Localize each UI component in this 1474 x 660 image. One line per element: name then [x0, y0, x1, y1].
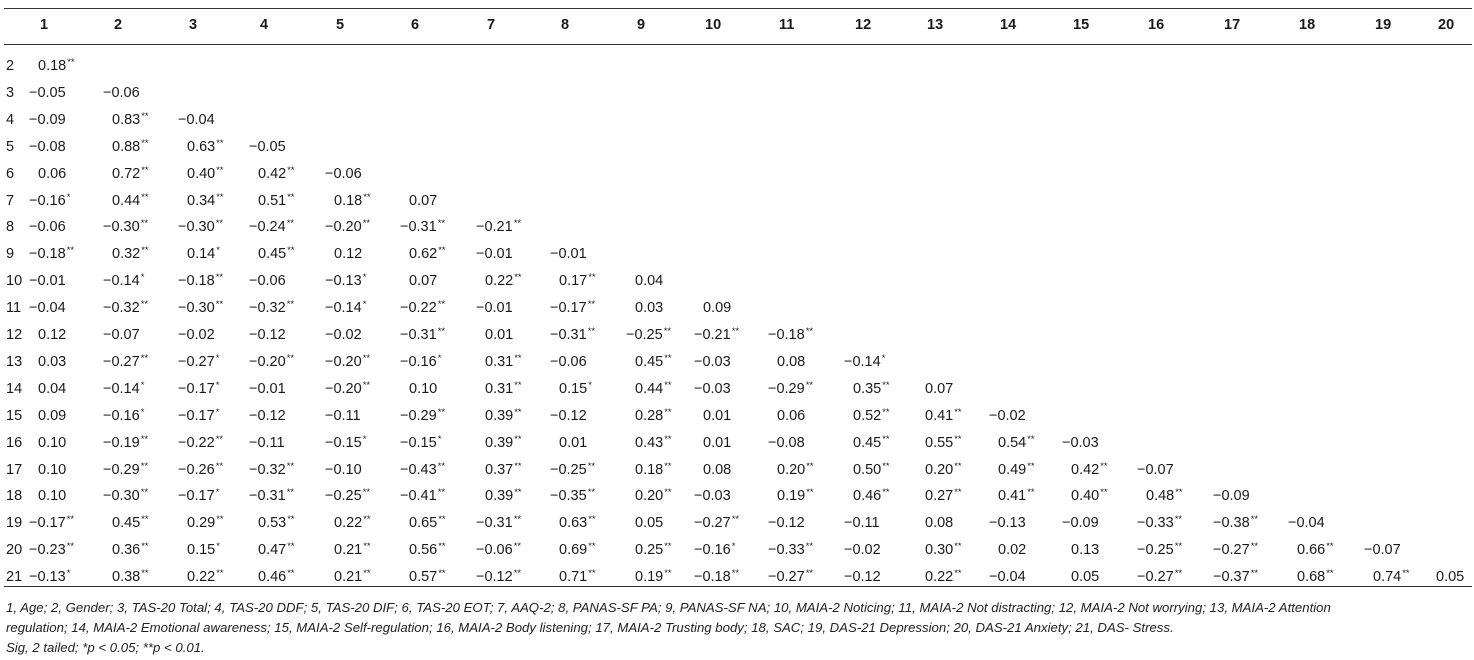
- table-cell: 0.05: [1071, 569, 1100, 586]
- table-cell: −0.12: [844, 569, 881, 586]
- table-cell: −0.14*: [103, 272, 145, 290]
- table-cell: −0.20**: [325, 218, 371, 236]
- table-cell: 0.21**: [334, 541, 371, 559]
- table-cell: −0.32**: [249, 299, 295, 317]
- table-cell: −0.30**: [103, 487, 149, 505]
- table-cell: 0.05: [1436, 569, 1465, 586]
- column-header: 17: [1224, 17, 1241, 33]
- table-cell: 0.10: [38, 434, 67, 451]
- table-cell: 0.09: [38, 407, 67, 424]
- row-label: 18: [6, 488, 23, 505]
- column-header: 8: [561, 17, 570, 33]
- row-label: 5: [6, 138, 15, 155]
- table-cell: −0.35**: [550, 487, 596, 505]
- table-cell: −0.12**: [476, 568, 522, 586]
- table-cell: 0.46**: [258, 568, 295, 586]
- table-cell: −0.25**: [1137, 541, 1183, 559]
- table-cell: 0.51**: [258, 191, 295, 209]
- significance-note: Sig, 2 tailed; *p < 0.05; **p < 0.01.: [6, 640, 205, 655]
- column-header: 6: [411, 17, 420, 33]
- table-cell: 0.05: [635, 515, 664, 532]
- table-cell: 0.63**: [559, 514, 596, 532]
- table-cell: 0.57**: [409, 568, 446, 586]
- table-cell: 0.37**: [485, 460, 522, 478]
- table-cell: 0.48**: [1146, 487, 1183, 505]
- table-cell: 0.69**: [559, 541, 596, 559]
- table-cell: −0.01: [476, 300, 513, 317]
- table-cell: −0.04: [178, 111, 215, 128]
- table-cell: −0.01: [476, 246, 513, 263]
- row-label: 19: [6, 515, 23, 532]
- table-cell: −0.17**: [550, 299, 596, 317]
- column-header: 19: [1375, 17, 1392, 33]
- table-cell: 0.07: [409, 192, 438, 209]
- table-cell: 0.19**: [635, 568, 672, 586]
- table-cell: 0.18**: [635, 460, 672, 478]
- column-header: 3: [189, 17, 198, 33]
- table-cell: 0.47**: [258, 541, 295, 559]
- table-cell: 0.01: [485, 327, 514, 343]
- table-cell: 0.22**: [187, 568, 224, 586]
- table-cell: 0.42**: [258, 164, 295, 182]
- table-cell: 0.88**: [112, 137, 149, 155]
- row-label: 8: [6, 219, 15, 236]
- column-header: 9: [637, 17, 646, 33]
- table-cell: −0.31**: [400, 218, 446, 236]
- table-cell: −0.17*: [178, 379, 220, 397]
- table-cell: 0.03: [38, 353, 67, 370]
- table-cell: −0.38**: [1213, 514, 1259, 532]
- table-cell: −0.16*: [694, 541, 736, 559]
- table-cell: 0.08: [703, 461, 732, 478]
- table-cell: 0.72**: [112, 164, 149, 182]
- table-cell: −0.17**: [29, 514, 75, 532]
- table-cell: 0.53**: [258, 514, 295, 532]
- row-label: 6: [6, 165, 15, 182]
- table-cell: −0.16*: [29, 191, 71, 209]
- table-cell: −0.07: [1137, 461, 1174, 478]
- table-cell: −0.31**: [550, 326, 596, 343]
- table-cell: −0.27**: [1137, 568, 1183, 586]
- table-cell: −0.24**: [249, 218, 295, 236]
- table-cell: 0.56**: [409, 541, 446, 559]
- table-cell: −0.02: [989, 407, 1026, 424]
- table-cell: 0.42**: [1071, 460, 1108, 478]
- table-cell: 0.45**: [258, 245, 295, 263]
- bottom-rule: [4, 586, 1472, 587]
- column-header: 18: [1299, 17, 1316, 33]
- table-cell: −0.16*: [103, 406, 145, 424]
- table-cell: −0.19**: [103, 433, 149, 451]
- table-cell: −0.08: [29, 138, 66, 155]
- table-cell: 0.12: [38, 327, 67, 343]
- table-cell: −0.22**: [178, 433, 224, 451]
- table-cell: 0.01: [559, 434, 588, 451]
- table-cell: 0.63**: [187, 137, 224, 155]
- table-cell: 0.21**: [334, 568, 371, 586]
- column-header: 10: [705, 17, 722, 33]
- table-cell: −0.27**: [694, 514, 740, 532]
- table-cell: −0.09: [1062, 515, 1099, 532]
- table-cell: −0.11: [325, 407, 361, 424]
- table-cell: −0.06: [325, 165, 362, 182]
- table-cell: 0.02: [998, 542, 1027, 559]
- column-header: 14: [1000, 17, 1017, 33]
- table-cell: −0.30**: [178, 218, 224, 236]
- table-cell: −0.27**: [1213, 541, 1259, 559]
- table-cell: 0.22**: [334, 514, 371, 532]
- table-cell: −0.27**: [768, 568, 814, 586]
- table-cell: −0.30**: [178, 299, 224, 317]
- table-cell: −0.37**: [1213, 568, 1259, 586]
- table-cell: 0.15*: [187, 541, 220, 559]
- table-cell: −0.10: [325, 461, 362, 478]
- table-cell: −0.29**: [768, 379, 814, 397]
- table-cell: −0.03: [694, 353, 731, 370]
- table-cell: −0.27**: [103, 352, 149, 370]
- column-header: 4: [260, 17, 269, 33]
- table-cell: 0.17**: [559, 272, 596, 290]
- table-cell: 0.54**: [998, 433, 1035, 451]
- row-label: 4: [6, 111, 15, 128]
- table-cell: −0.14*: [103, 379, 145, 397]
- row-label: 14: [6, 380, 23, 397]
- table-cell: −0.25**: [626, 326, 672, 343]
- table-cell: 0.09: [703, 300, 732, 317]
- table-cell: −0.17*: [178, 487, 220, 505]
- row-label: 11: [6, 300, 22, 317]
- table-cell: −0.12: [249, 407, 286, 424]
- table-cell: −0.04: [1288, 515, 1325, 532]
- table-cell: −0.21**: [694, 326, 740, 343]
- table-cell: 0.40**: [187, 164, 224, 182]
- table-cell: 0.08: [925, 515, 954, 532]
- table-cell: −0.09: [1213, 488, 1250, 505]
- table-cell: 0.32**: [112, 245, 149, 263]
- table-cell: 0.38**: [112, 568, 149, 586]
- table-cell: −0.02: [844, 542, 881, 559]
- row-label: 20: [6, 542, 23, 559]
- table-cell: −0.31**: [249, 487, 295, 505]
- table-cell: −0.33**: [1137, 514, 1183, 532]
- table-cell: −0.21**: [476, 218, 522, 236]
- table-cell: −0.06: [103, 84, 140, 101]
- table-cell: −0.15*: [400, 433, 442, 451]
- table-cell: 0.39**: [485, 433, 522, 451]
- table-footnotes: [6, 598, 1466, 658]
- top-rule: [4, 8, 1472, 9]
- table-cell: 0.34**: [187, 191, 224, 209]
- table-cell: −0.18**: [178, 272, 224, 290]
- table-cell: −0.03: [694, 488, 731, 505]
- column-header: 13: [927, 17, 944, 33]
- table-cell: −0.06: [29, 219, 66, 236]
- table-cell: 0.08: [777, 353, 806, 370]
- table-cell: −0.29**: [103, 460, 149, 478]
- table-cell: 0.12: [334, 246, 363, 263]
- table-cell: 0.65**: [409, 514, 446, 532]
- table-cell: −0.13*: [29, 568, 71, 586]
- table-cell: 0.49**: [998, 460, 1035, 478]
- row-label: 13: [6, 353, 23, 370]
- table-cell: −0.02: [325, 327, 362, 343]
- table-cell: −0.07: [1364, 542, 1401, 559]
- column-header: 7: [487, 17, 496, 33]
- row-label: 21: [6, 569, 23, 586]
- table-cell: 0.25**: [635, 541, 672, 559]
- table-cell: 0.71**: [559, 568, 596, 586]
- table-cell: −0.04: [989, 569, 1026, 586]
- table-cell: 0.44**: [112, 191, 149, 209]
- column-header: 16: [1148, 17, 1165, 33]
- table-cell: 0.39**: [485, 406, 522, 424]
- table-cell: 0.45**: [635, 352, 672, 370]
- table-cell: 0.01: [703, 407, 732, 424]
- table-cell: 0.06: [777, 407, 806, 424]
- table-cell: −0.32**: [249, 460, 295, 478]
- table-cell: −0.18**: [694, 568, 740, 586]
- table-cell: 0.22**: [925, 568, 962, 586]
- table-cell: −0.15*: [325, 433, 367, 451]
- table-cell: 0.01: [703, 434, 732, 451]
- table-cell: 0.10: [38, 488, 67, 505]
- table-cell: 0.31**: [485, 352, 522, 370]
- table-cell: −0.17*: [178, 406, 220, 424]
- table-cell: 0.41**: [998, 487, 1035, 505]
- row-label: 7: [6, 192, 15, 209]
- table-cell: −0.11: [249, 434, 285, 451]
- table-cell: 0.15*: [559, 379, 592, 397]
- column-header: 11: [779, 17, 795, 33]
- table-cell: 0.29**: [187, 514, 224, 532]
- table-cell: −0.31**: [476, 514, 522, 532]
- table-cell: 0.03: [635, 300, 664, 317]
- table-cell: −0.02: [178, 327, 215, 343]
- table-cell: 0.35**: [853, 379, 890, 397]
- table-cell: 0.19**: [777, 487, 814, 505]
- row-label: 17: [6, 461, 23, 478]
- table-cell: −0.05: [29, 84, 66, 101]
- table-cell: 0.07: [925, 380, 954, 397]
- table-cell: −0.01: [249, 380, 286, 397]
- variable-legend-line-2: regulation; 14, MAIA-2 Emotional awareness; 15, MAIA-2 Self-regulation; 16, MAIA-2 Body listening; 17, MAIA-2 Trusting body; 18, SAC; 19, DAS-21 Depression; 20, DAS-21 Anxiety; 21, DAS- Stress.: [6, 620, 1174, 635]
- table-cell: 0.45**: [853, 433, 890, 451]
- table-cell: −0.14*: [325, 299, 367, 317]
- table-cell: 0.36**: [112, 541, 149, 559]
- table-cell: 0.06: [38, 165, 67, 182]
- table-cell: 0.30**: [925, 541, 962, 559]
- table-cell: −0.06: [550, 353, 587, 370]
- table-cell: −0.14*: [844, 352, 886, 370]
- row-label: 9: [6, 246, 15, 263]
- column-header: 5: [336, 17, 345, 33]
- table-cell: −0.07: [103, 327, 140, 343]
- table-cell: 0.44**: [635, 379, 672, 397]
- table-cell: −0.12: [249, 327, 286, 343]
- table-cell: −0.03: [1062, 434, 1099, 451]
- table-cell: −0.31**: [400, 326, 446, 343]
- table-cell: −0.03: [694, 380, 731, 397]
- table-cell: −0.29**: [400, 406, 446, 424]
- table-cell: 0.31**: [485, 379, 522, 397]
- table-cell: 0.04: [635, 273, 664, 290]
- header-rule: [4, 44, 1472, 45]
- table-cell: −0.05: [249, 138, 286, 155]
- table-cell: −0.06: [249, 273, 286, 290]
- table-cell: 0.39**: [485, 487, 522, 505]
- table-cell: 0.13: [1071, 542, 1100, 559]
- table-cell: 0.74**: [1373, 568, 1410, 586]
- row-label: 2: [6, 58, 15, 74]
- table-cell: 0.10: [409, 380, 438, 397]
- column-header: 1: [40, 17, 49, 33]
- column-header: 2: [114, 17, 123, 33]
- table-cell: −0.41**: [400, 487, 446, 505]
- table-cell: 0.20**: [925, 460, 962, 478]
- table-cell: −0.12: [550, 407, 587, 424]
- table-cell: 0.27**: [925, 487, 962, 505]
- table-cell: −0.25**: [325, 487, 371, 505]
- table-cell: −0.18**: [29, 245, 75, 263]
- column-header: 15: [1073, 17, 1090, 33]
- table-cell: 0.20**: [635, 487, 672, 505]
- table-cell: 0.46**: [853, 487, 890, 505]
- table-cell: −0.06**: [476, 541, 522, 559]
- table-cell: 0.43**: [635, 433, 672, 451]
- row-label: 15: [6, 407, 23, 424]
- table-cell: −0.12: [768, 515, 805, 532]
- table-cell: −0.16*: [400, 352, 442, 370]
- table-cell: −0.01: [550, 246, 587, 263]
- table-cell: 0.68**: [1297, 568, 1334, 586]
- table-cell: 0.10: [38, 461, 67, 478]
- table-cell: −0.11: [844, 515, 880, 532]
- table-cell: −0.20**: [325, 379, 371, 397]
- table-cell: −0.13: [989, 515, 1026, 532]
- column-header: 12: [855, 17, 872, 33]
- table-cell: −0.13*: [325, 272, 367, 290]
- table-cell: −0.25**: [550, 460, 596, 478]
- table-cell: −0.32**: [103, 299, 149, 317]
- table-cell: 0.07: [409, 273, 438, 290]
- table-cell: −0.27*: [178, 352, 220, 370]
- table-cell: −0.30**: [103, 218, 149, 236]
- table-cell: 0.62**: [409, 245, 446, 263]
- table-cell: −0.22**: [400, 299, 446, 317]
- table-cell: 0.50**: [853, 460, 890, 478]
- row-label: 16: [6, 434, 23, 451]
- table-cell: 0.18**: [334, 191, 371, 209]
- table-cell: −0.18**: [768, 326, 814, 343]
- table-cell: −0.33**: [768, 541, 814, 559]
- column-header: 20: [1438, 17, 1455, 33]
- table-cell: 0.55**: [925, 433, 962, 451]
- table-cell: −0.43**: [400, 460, 446, 478]
- table-cell: 0.83**: [112, 110, 149, 128]
- row-label: 12: [6, 327, 23, 343]
- table-cell: 0.52**: [853, 406, 890, 424]
- table-cell: 0.22**: [485, 272, 522, 290]
- table-cell: −0.20**: [325, 352, 371, 370]
- row-label: 10: [6, 273, 23, 290]
- table-cell: −0.09: [29, 111, 66, 128]
- variable-legend-line-1: 1, Age; 2, Gender; 3, TAS-20 Total; 4, TAS-20 DDF; 5, TAS-20 DIF; 6, TAS-20 EOT; 7, AAQ-2; 8, PANAS-SF PA; 9, PANAS-SF NA; 10, MAIA-2 Noticing; 11, MAIA-2 Not distracting; 12, MAIA-2 Not worrying; 13, MAIA-2 Attention: [6, 600, 1331, 615]
- table-cell: 0.40**: [1071, 487, 1108, 505]
- table-cell: −0.20**: [249, 352, 295, 370]
- table-cell: 0.20**: [777, 460, 814, 478]
- table-cell: −0.04: [29, 300, 66, 317]
- table-cell: 0.04: [38, 380, 67, 397]
- table-cell: −0.08: [768, 434, 805, 451]
- table-cell: 0.41**: [925, 406, 962, 424]
- table-cell: −0.26**: [178, 460, 224, 478]
- table-cell: 0.45**: [112, 514, 149, 532]
- table-cell: 0.18**: [38, 57, 75, 74]
- table-cell: 0.66**: [1297, 541, 1334, 559]
- row-label: 3: [6, 84, 15, 101]
- table-cell: −0.01: [29, 273, 66, 290]
- table-cell: −0.23**: [29, 541, 75, 559]
- table-cell: 0.28**: [635, 406, 672, 424]
- table-cell: 0.14*: [187, 245, 220, 263]
